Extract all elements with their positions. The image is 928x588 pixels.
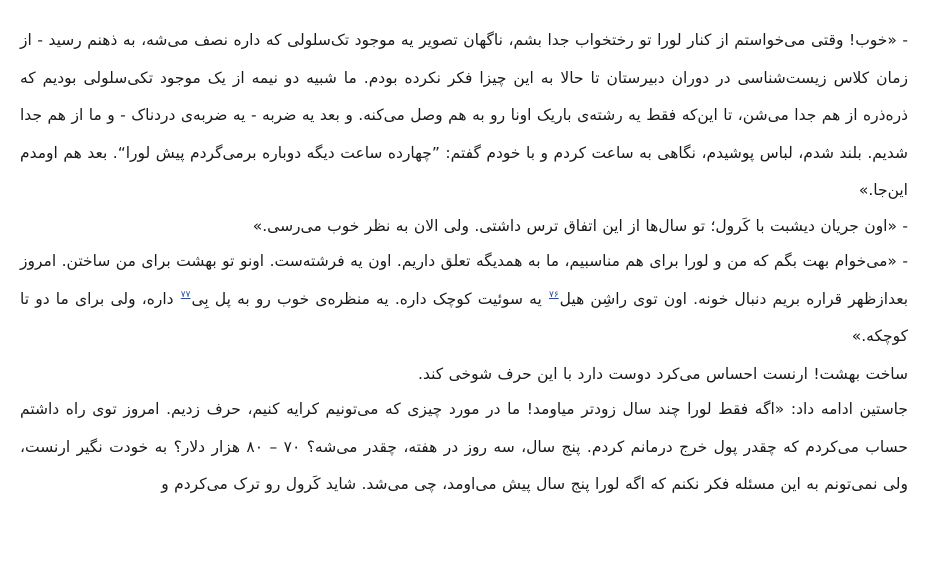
- paragraph-dialogue-1: - «خوب! وقتی می‌خواستم از کنار لورا تو رختخواب جدا بشم، ناگهان تصویر یه موجود تک‌سلولی که داره نصف می‌شه، به ذهنم رسید - از زمان کلاس زیست‌شناسی در دوران دبیرستان تا حالا به این چیزا فکر نکرده بودم. ما شبیه دو نیمه از یک موجود تکی‌سلولی بودیم که ذره‌ذره از هم جدا می‌شن، تا این‌که فقط یه رشته‌ی باریک اونا رو به هم وصل می‌کنه. و بعد یه ضربه - یه ضربه‌ی دردناک - و ما از هم جدا شدیم. بلند شدم، لباس پوشیدم، نگاهی به ساعت کردم و با خودم گفتم: ”چهارده ساعت دیگه دوباره برمی‌گردم پیش لورا“. بعد هم اومدم این‌جا.»: [20, 31, 908, 199]
- footnote-marker-76[interactable]: ۷۶: [548, 290, 559, 301]
- paragraph-narration-1: ساخت بهشت! ارنست احساس می‌کرد دوست دارد با این حرف شوخی کند.: [418, 364, 908, 383]
- paragraph-text-segment: - «می‌خوام بهت بگم که من و لورا برای هم مناسبیم، ما به همدیگه تعلق داریم. اون یه فرشته‌ست. اونو تو بهشت برای من ساختن. امروز بعدازظهر قراره بریم دنبال خونه. اون توی راشِن هیل: [20, 252, 909, 308]
- paragraph-narration-2: جاستین ادامه داد: «اگه فقط لورا چند سال زودتر میاومد! ما در مورد چیزی که می‌تونیم کرایه کنیم، حرف زدیم. امروز توی راه داشتم حساب می‌کردم که چقدر پول خرج درمانم کردم. پنج سال، سه روز در هفته، چقدر می‌شه؟ ۷۰ – ۸۰ هزار دلار؟ به خودت نگیر ارنست، ولی نمی‌تونم به این مسئله فکر نکنم که اگه لورا پنج سال پیش می‌اومد، چی می‌شد. شاید کَرول رو ترک می‌کردم و: [20, 400, 909, 493]
- paragraph-text-segment: داره، ولی برای ما دو تا کوچکه.»: [20, 289, 908, 345]
- paragraph-dialogue-3: [20, 243, 908, 356]
- paragraph-text-segment: یه سوئیت کوچک داره. یه منظره‌ی خوب رو به پل بِی: [191, 289, 548, 308]
- paragraph-dialogue-2: - «اون جریان دیشبت با کَرول؛ تو سال‌ها از این اتفاق ترس داشتی. ولی الان به نظر خوب می‌رسی.»: [252, 216, 908, 235]
- footnote-marker-77[interactable]: ۷۷: [180, 290, 191, 301]
